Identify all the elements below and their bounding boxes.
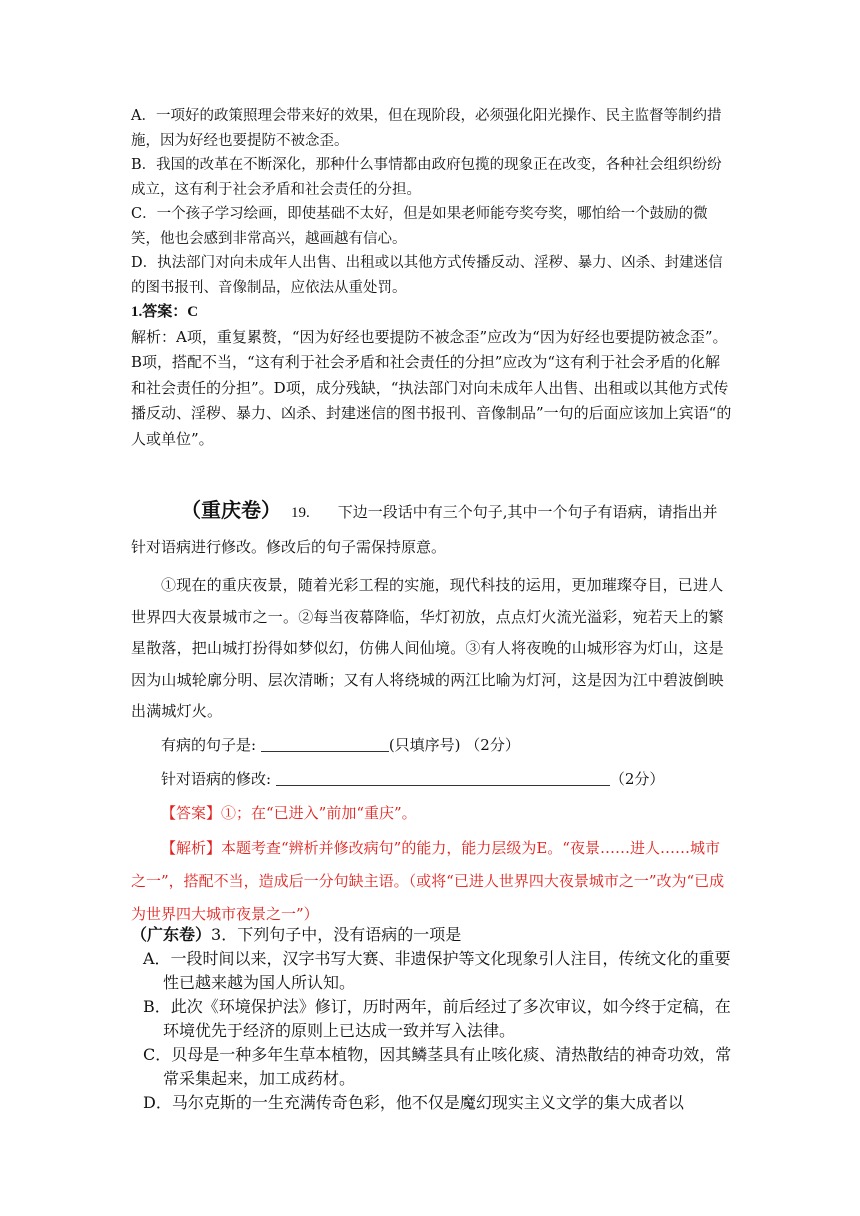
option-b: B．此次《环境保护法》修订，历时两年，前后经过了多次审议，如今终于定稿，在环境优先于经济的原则上已达成一致并写入法律。 <box>143 997 731 1040</box>
section-guangdong <box>131 924 736 1115</box>
exam-tag: （广东卷） <box>131 925 212 944</box>
exam-tag: （重庆卷） <box>181 498 281 522</box>
fill-blank-2 <box>161 762 731 796</box>
question-text: 3．下列句子中，没有语病的一项是 <box>211 925 462 944</box>
question-text: 下边一段话中有三个句子,其中一个句子有语病，请指出并针对语病进行修改。修改后的句子需保持原意。 <box>131 503 718 556</box>
analysis: 【解析】本题考查“辨析并修改病句”的能力，能力层级为E。“夜景……进人……城市之一”，搭配不当，造成后一分句缺主语。（或将“已进人世界四大夜景城市之一”改为“已成为世界四大城市夜景之一”） <box>131 838 725 923</box>
fill-suffix: (只填序号) （2分） <box>388 735 520 754</box>
answer-blank[interactable] <box>261 735 389 752</box>
fill-label: 针对语病的修改: <box>161 769 276 788</box>
answer-blank[interactable] <box>276 769 610 786</box>
section-question-1 <box>131 104 733 452</box>
option-a: A．一项好的政策照理会带来好的效果，但在现阶段，必须强化阳光操作、民主监督等制约措施，因为好经也要提防不被念歪。 <box>131 108 722 149</box>
section-chongqing <box>131 493 731 931</box>
option-a: A．一段时间以来，汉字书写大赛、非遗保护等文化现象引人注目，传统文化的重要性已越来越为国人所认知。 <box>143 949 731 992</box>
fill-suffix: （2分） <box>609 769 665 788</box>
option-d: D．执法部门对向未成年人出售、出租或以其他方式传播反动、淫秽、暴力、凶杀、封建迷信的图书报刊、音像制品，应依法从重处罚。 <box>131 255 723 296</box>
answer-line: 1.答案：C <box>131 304 199 320</box>
option-d: D．马尔克斯的一生充满传奇色彩，他不仅是魔幻现实主义文学的集大成者以 <box>143 1093 684 1112</box>
fill-label: 有病的句子是: <box>161 735 261 754</box>
option-c: C．一个孩子学习绘画，即使基础不太好，但是如果老师能夸奖夸奖，哪怕给一个鼓励的微笑，他也会感到非常高兴，越画越有信心。 <box>131 206 708 247</box>
answer: 【答案】①；在“已进入”前加“重庆”。 <box>161 803 417 822</box>
question-number: 19. <box>291 505 310 521</box>
option-b: B．我国的改革在不断深化，那种什么事情都由政府包揽的现象正在改变，各种社会组织纷纷成立，这有利于社会矛盾和社会责任的分担。 <box>131 157 722 198</box>
question-heading <box>131 924 736 946</box>
question-heading <box>131 493 731 564</box>
fill-blank-1 <box>161 728 731 762</box>
explanation: 解析：A项，重复累赘，“因为好经也要提防不被念歪”应改为“因为好经也要提防被念歪”。B项，搭配不当，“这有利于社会矛盾和社会责任的分担”应改为“这有利于社会矛盾的化解和社会责任的分担”。D项，成分残缺，“执法部门对向未成年人出售、出租或以其他方式传播反动、淫秽、暴力、凶杀、封建迷信的图书报刊、音像制品”一句的后面应该加上宾语“的人或单位”。 <box>131 327 732 448</box>
option-c: C．贝母是一种多年生草本植物，因其鳞茎具有止咳化痰、清热散结的神奇功效，常常采集起来，加工成药材。 <box>143 1045 732 1088</box>
passage: ①现在的重庆夜景，随着光彩工程的实施，现代科技的运用，更加璀璨夺目，已进人世界四大夜景城市之一。②每当夜幕降临，华灯初放，点点灯火流光溢彩，宛若天上的繁星散落，把山城打扮得如梦似幻，仿佛人间仙境。③有人将夜晚的山城形容为灯山，这是因为山城轮廓分明、层次清晰；又有人将绕城的两江比喻为灯河，这是因为江中碧波倒映出满城灯火。 <box>131 576 724 720</box>
